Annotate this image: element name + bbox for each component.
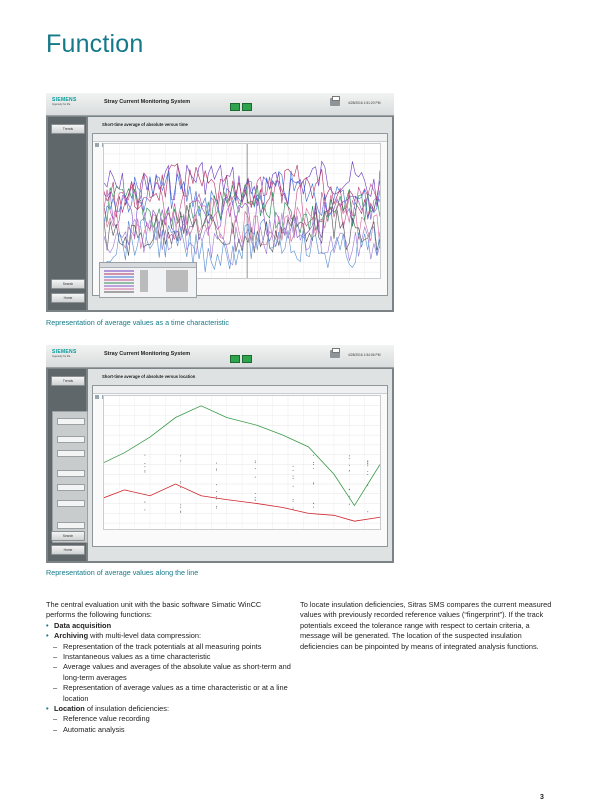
app-title: Stray Current Monitoring System xyxy=(104,99,191,105)
location-label: Location xyxy=(54,704,85,714)
chart-toolbar xyxy=(93,134,387,142)
filter-field[interactable] xyxy=(57,470,85,477)
location-lines xyxy=(104,396,380,529)
connection-status-icon xyxy=(230,98,256,106)
datetime: 4/28/2016 1:51:20 PM xyxy=(348,101,381,105)
dash-item: – Representation of average values as a time characteristic or at a line location xyxy=(46,683,292,704)
app-header xyxy=(46,93,394,116)
archiving-text: with multi-level data compression: xyxy=(88,631,202,641)
dash-item: – Reference value recording xyxy=(46,714,292,724)
location-chart[interactable] xyxy=(92,385,388,547)
filter-field[interactable] xyxy=(57,436,85,443)
panel-title: Short-time average of absolute versus time xyxy=(102,122,188,127)
dash-item: – Average values and averages of the absolute value as short-term and long-term averages xyxy=(46,662,292,683)
filter-field[interactable] xyxy=(57,484,85,491)
dash-item: – Instantaneous values as a time characteristic xyxy=(46,652,292,662)
siemens-logo xyxy=(52,97,88,107)
filter-field[interactable] xyxy=(57,450,85,457)
filter-field[interactable] xyxy=(57,500,85,507)
caption-1: Representation of average values as a time characteristic xyxy=(46,318,229,327)
search-button[interactable]: Search xyxy=(51,531,85,541)
trend-chart[interactable] xyxy=(92,133,388,296)
home-button[interactable]: Home xyxy=(51,545,85,555)
app-header xyxy=(46,345,394,368)
caption-2: Representation of average values along the line xyxy=(46,568,199,577)
siemens-logo xyxy=(52,349,88,359)
search-button[interactable]: Search xyxy=(51,279,85,289)
plot-area xyxy=(103,143,381,279)
connection-status-icon xyxy=(230,350,256,358)
intro-paragraph: The central evaluation unit with the basic software Simatic WinCC performs the following functions: xyxy=(46,600,262,620)
sidebar xyxy=(48,369,86,561)
sidebar xyxy=(48,117,86,310)
panel-title: Short-time average of absolute versus location xyxy=(102,374,196,379)
home-button[interactable]: Home xyxy=(51,293,85,303)
app-title: Stray Current Monitoring System xyxy=(104,351,191,357)
trends-button[interactable]: Trends xyxy=(51,124,85,134)
page-title: Function xyxy=(46,30,144,58)
filter-field[interactable] xyxy=(57,418,85,425)
printer-icon[interactable] xyxy=(330,350,340,358)
bullet-archiving xyxy=(46,631,292,641)
logo-text: SIEMENS xyxy=(52,97,77,103)
filter-field[interactable] xyxy=(57,522,85,529)
time-series-lines xyxy=(104,144,380,278)
logo-tagline: Ingenuity for life xyxy=(52,103,71,106)
page-number: 3 xyxy=(540,794,544,801)
zoom-in-icon[interactable] xyxy=(95,143,99,147)
trend-panel xyxy=(88,117,392,310)
plot-area xyxy=(103,395,381,530)
location-panel xyxy=(88,369,392,561)
location-text: of insulation deficiencies: xyxy=(84,704,170,714)
bullet-data-acquisition: • Data acquisition xyxy=(46,621,292,631)
legend-table[interactable] xyxy=(99,262,197,298)
archiving-label: Archiving xyxy=(54,631,89,641)
logo-text: SIEMENS xyxy=(52,349,77,355)
datetime: 4/28/2016 1:54:06 PM xyxy=(348,353,381,357)
bullet-location xyxy=(46,704,292,714)
zoom-in-icon[interactable] xyxy=(95,395,99,399)
right-paragraph: To locate insulation deficiencies, Sitras SMS compares the current measured values with previously recorded reference values (“fingerprint”). If the track potentials exceed the tolerance range with respect to certain criteria, a message will be generated. The location of the suspected insulation deficiencies can be pinpointed by means of integrated analysis functions. xyxy=(300,600,552,651)
screenshot-time-characteristic xyxy=(46,93,394,312)
chart-toolbar xyxy=(93,386,387,394)
trends-button[interactable]: Trends xyxy=(51,376,85,386)
right-column xyxy=(300,600,552,652)
screenshot-along-line xyxy=(46,345,394,563)
filter-panel xyxy=(52,411,88,543)
logo-tagline: Ingenuity for life xyxy=(52,355,71,358)
left-column xyxy=(46,600,292,735)
legend-rows xyxy=(100,268,196,298)
dash-item: – Automatic analysis xyxy=(46,725,292,735)
printer-icon[interactable] xyxy=(330,98,340,106)
dash-item: – Representation of the track potentials at all measuring points xyxy=(46,642,292,652)
